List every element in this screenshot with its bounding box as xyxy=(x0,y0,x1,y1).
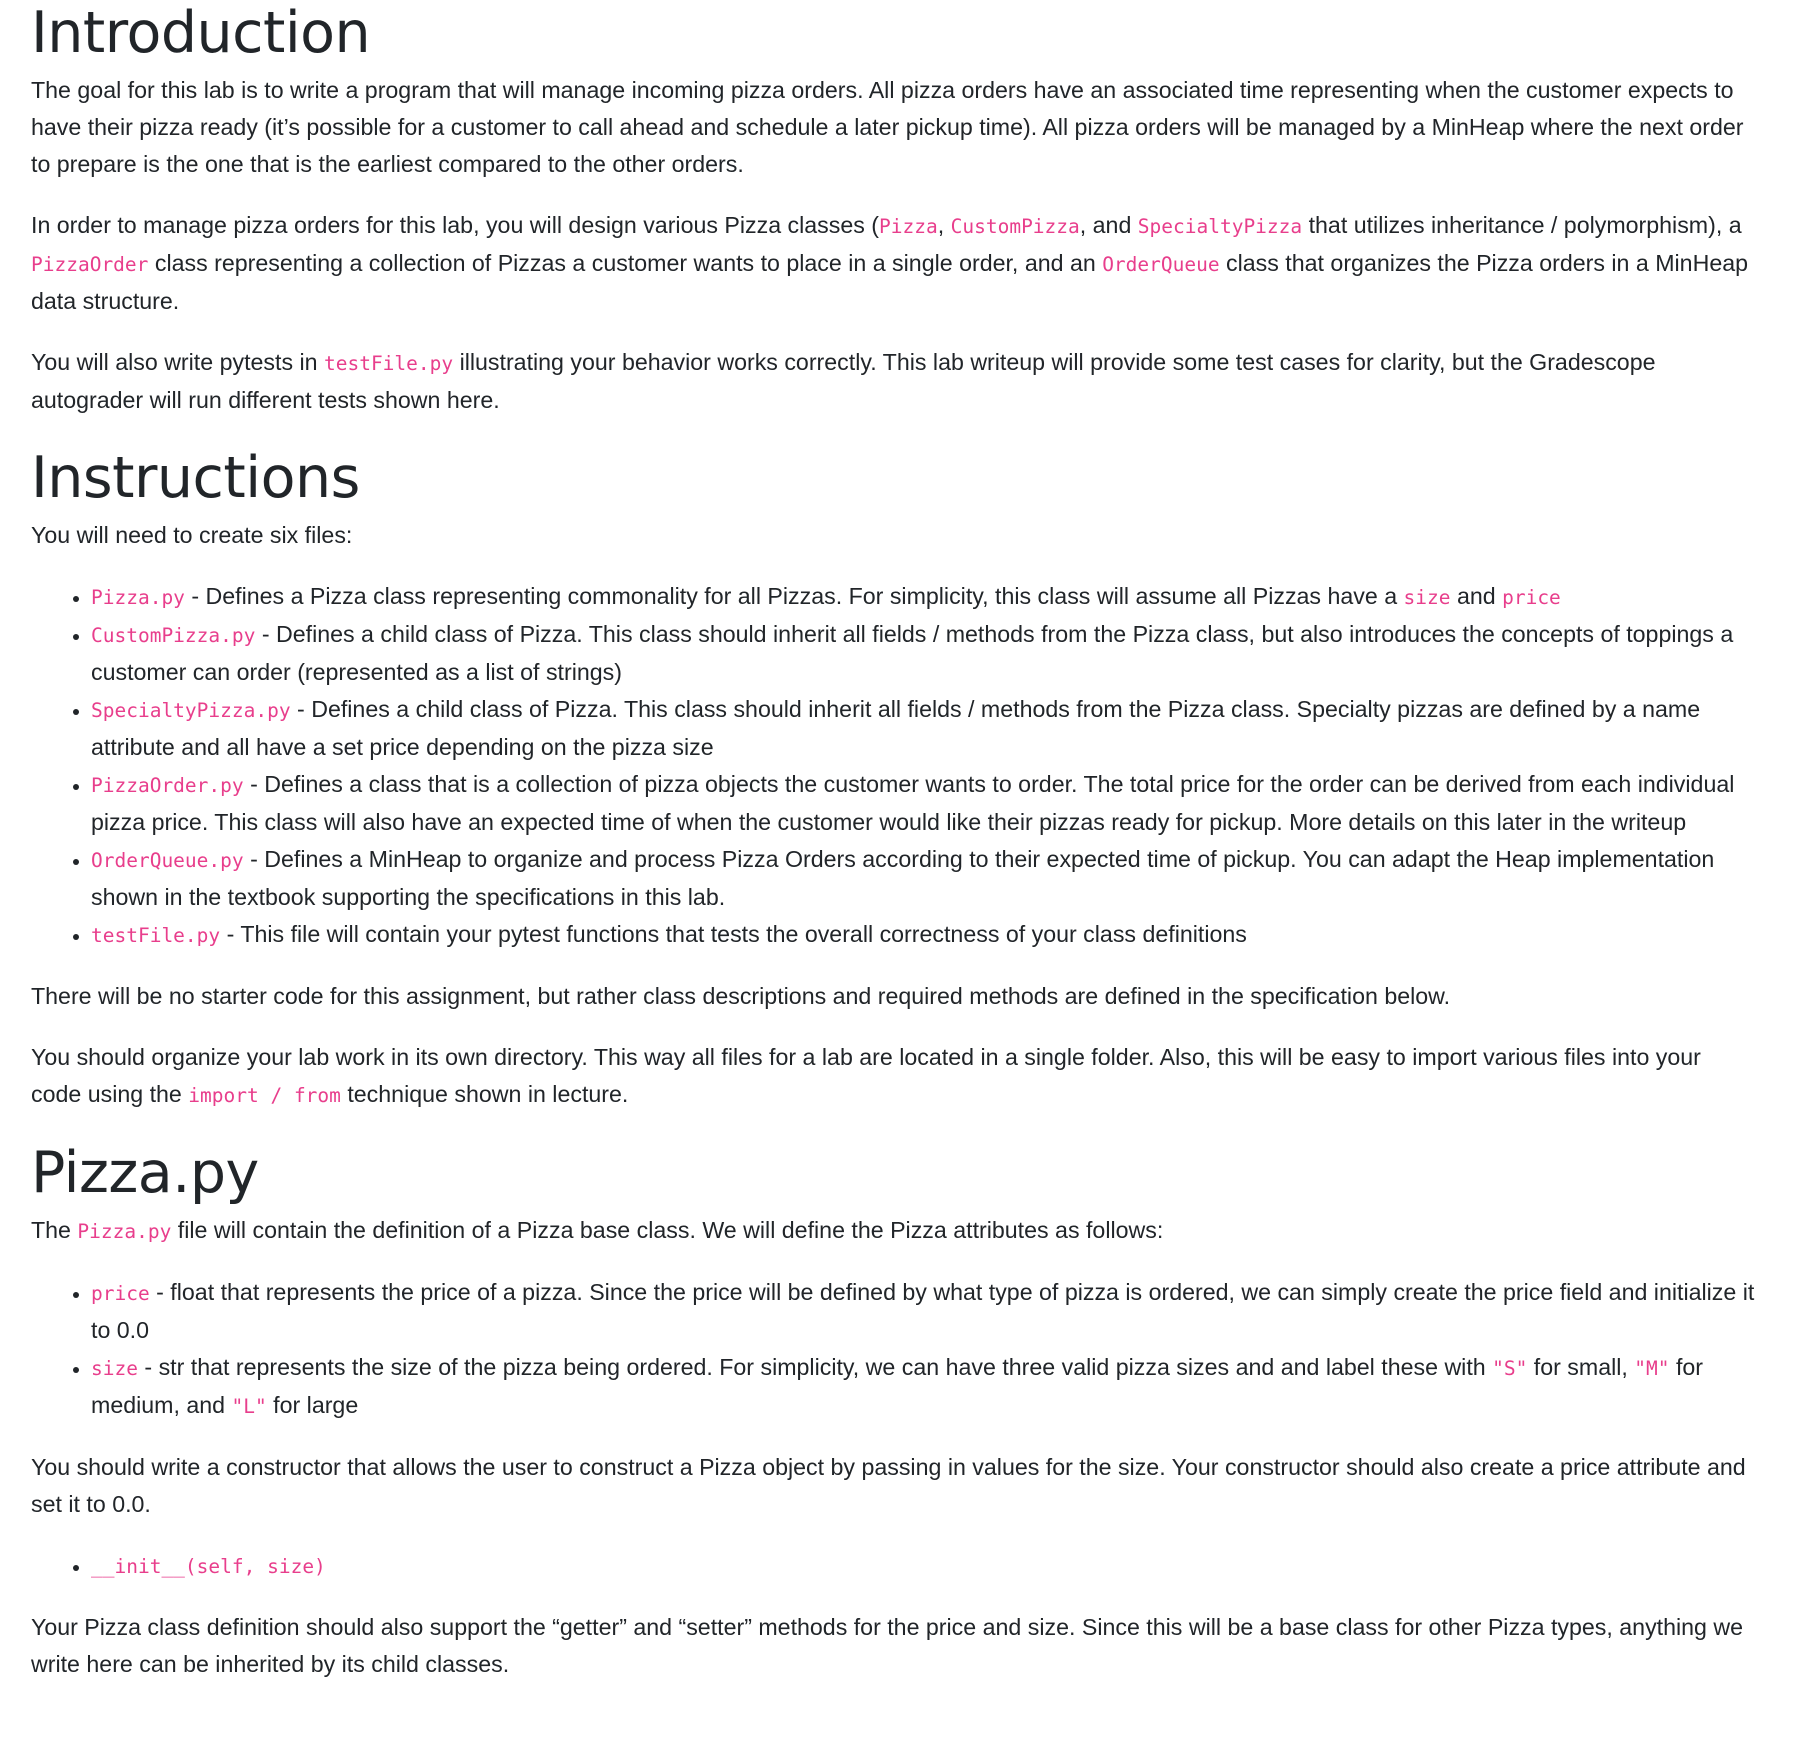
code-specialtypizza: SpecialtyPizza xyxy=(1137,215,1303,238)
code-pizza: Pizza xyxy=(879,215,938,238)
pizza-constructor-paragraph: You should write a constructor that allows the user to construct a Pizza object by passing in values for the size. Your constructor should also create a price attribute and set it to 0.0. xyxy=(31,1454,1746,1517)
text: for medium, and xyxy=(91,1354,1704,1418)
text: for large xyxy=(266,1392,359,1418)
code-pizza-py: Pizza.py xyxy=(77,1220,172,1243)
text: that utilizes inheritance / polymorphism), a xyxy=(1302,212,1742,238)
text: - Defines a child class of Pizza. This class should inherit all fields / methods from the Pizza class. Specialty pizzas are defined by a name attribute and all have a set price depending on the pizza size xyxy=(91,696,1701,760)
code-orderqueue: OrderQueue xyxy=(1102,253,1220,276)
code-filename: PizzaOrder.py xyxy=(91,774,244,797)
text: technique shown in lecture. xyxy=(340,1081,629,1107)
code-filename: OrderQueue.py xyxy=(91,849,244,872)
text: - str that represents the size of the pizza being ordered. For simplicity, we can have three valid pizza sizes and and label these with xyxy=(137,1354,1493,1380)
list-item-pizza-file xyxy=(91,578,1756,616)
section-introduction xyxy=(31,0,1756,419)
list-item-size-attribute xyxy=(91,1349,1756,1425)
code-filename: SpecialtyPizza.py xyxy=(91,699,291,722)
attribute-list xyxy=(31,1274,1756,1425)
code-filename: testFile.py xyxy=(91,924,221,947)
code-testfile: testFile.py xyxy=(323,352,454,375)
text: illustrating your behavior works correctly. This lab writeup will provide some test cases for clarity, but the Gradescope autograder will run different tests shown here. xyxy=(31,349,1656,413)
pizza-getters-paragraph: Your Pizza class definition should also support the “getter” and “setter” methods for the price and size. Since this will be a base class for other Pizza types, anything we write here can be inherited by its child classes. xyxy=(31,1614,1744,1677)
text: In order to manage pizza orders for this lab, you will design various Pizza classes ( xyxy=(31,212,880,238)
text: - Defines a MinHeap to organize and process Pizza Orders according to their expected time of pickup. You can adapt the Heap implementation shown in the textbook supporting the specifications in this lab. xyxy=(91,846,1715,910)
list-item-specialtypizza-file xyxy=(91,691,1756,766)
heading-introduction: Introduction xyxy=(31,0,371,66)
text: class representing a collection of Pizzas a customer wants to place in a single order, and an xyxy=(148,250,1103,276)
section-pizza-py xyxy=(31,1140,1756,1683)
list-item-init-method xyxy=(91,1547,1756,1585)
code-filename: CustomPizza.py xyxy=(91,624,256,647)
heading-pizza-py: Pizza.py xyxy=(31,1140,259,1206)
instructions-organize xyxy=(31,1039,1756,1114)
code-custompizza: CustomPizza xyxy=(950,215,1080,238)
text: , xyxy=(937,212,951,238)
code-pizzaorder: PizzaOrder xyxy=(31,253,149,276)
intro-paragraph-classes xyxy=(31,207,1756,320)
file-list xyxy=(31,578,1756,954)
code-import-from: import / from xyxy=(188,1084,341,1107)
instructions-intro: You will need to create six files: xyxy=(31,522,353,548)
text: You will also write pytests in xyxy=(31,349,324,375)
text: - Defines a class that is a collection of pizza objects the customer wants to order. The total price for the order can be derived from each individual pizza price. This class will also have an expected time of when the customer would like their pizzas ready for pickup. More details on this later in the writeup xyxy=(91,771,1735,835)
heading-instructions: Instructions xyxy=(31,445,360,511)
text: You should organize your lab work in its own directory. This way all files for a lab are located in a single folder. Also, this will be easy to import various files into your code using the xyxy=(31,1044,1701,1107)
text: and xyxy=(1450,583,1503,609)
list-item-custompizza-file xyxy=(91,616,1756,691)
text: - float that represents the price of a pizza. Since the price will be defined by what type of pizza is ordered, we can simply create the price field and initialize it to 0.0 xyxy=(91,1279,1755,1343)
list-item-testfile-file xyxy=(91,916,1756,954)
text: - Defines a Pizza class representing commonality for all Pizzas. For simplicity, this class will assume all Pizzas have a xyxy=(184,583,1404,609)
code-size: size xyxy=(1403,586,1451,609)
text: - Defines a child class of Pizza. This class should inherit all fields / methods from the Pizza class, but also introduces the concepts of toppings a customer can order (represented as a list of strings) xyxy=(91,621,1734,685)
code-size-s: "S" xyxy=(1492,1357,1528,1380)
text: The xyxy=(31,1217,78,1243)
intro-paragraph-goal: The goal for this lab is to write a program that will manage incoming pizza orders. All pizza orders have an associated time representing when the customer expects to have their pizza ready (it’s possible for a customer to call ahead and schedule a later pickup time). All pizza orders will be managed by a MinHeap where the next order to prepare is the one that is the earliest compared to the other orders. xyxy=(31,77,1744,177)
text: , and xyxy=(1079,212,1138,238)
text: - This file will contain your pytest functions that tests the overall correctness of your class definitions xyxy=(220,921,1247,947)
instructions-starter-code: There will be no starter code for this assignment, but rather class descriptions and required methods are defined in the specification below. xyxy=(31,983,1451,1009)
code-size: size xyxy=(91,1357,138,1380)
code-price: price xyxy=(91,1282,150,1305)
list-item-pizzaorder-file xyxy=(91,766,1756,841)
code-price: price xyxy=(1502,586,1561,609)
pizza-intro xyxy=(31,1212,1756,1250)
method-list xyxy=(31,1547,1756,1585)
code-size-l: "L" xyxy=(231,1395,267,1418)
text: for small, xyxy=(1527,1354,1635,1380)
section-instructions xyxy=(31,445,1756,1114)
list-item-price-attribute xyxy=(91,1274,1756,1349)
list-item-orderqueue-file xyxy=(91,841,1756,916)
intro-paragraph-tests xyxy=(31,344,1756,419)
code-init-signature: __init__(self, size) xyxy=(91,1555,326,1578)
text: class that organizes the Pizza orders in a MinHeap data structure. xyxy=(31,250,1749,314)
text: file will contain the definition of a Pizza base class. We will define the Pizza attributes as follows: xyxy=(171,1217,1164,1243)
code-filename: Pizza.py xyxy=(91,586,185,609)
code-size-m: "M" xyxy=(1634,1357,1670,1380)
